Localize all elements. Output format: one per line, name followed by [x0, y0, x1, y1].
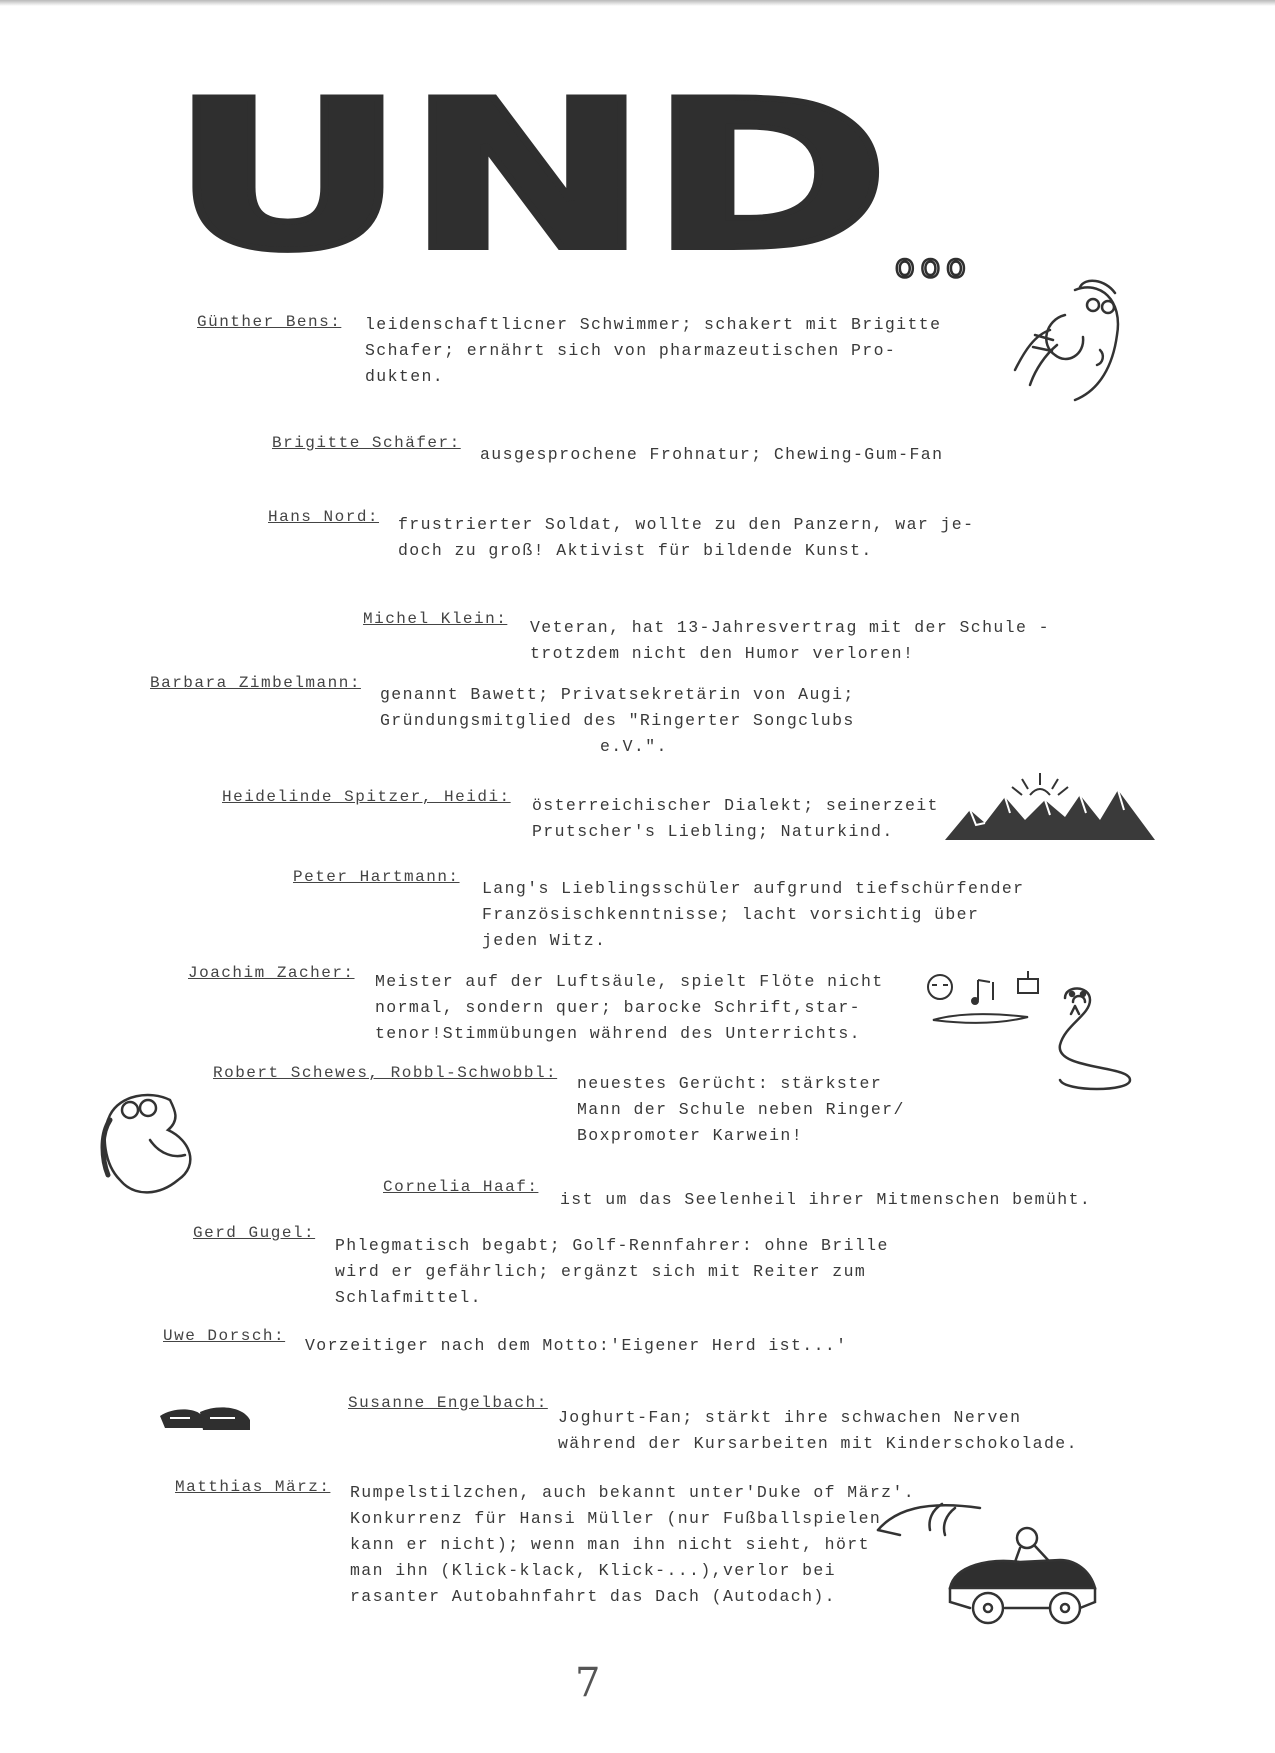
entry-name: Peter Hartmann:: [293, 868, 460, 886]
entry-name: Joachim Zacher:: [188, 964, 355, 982]
entry-name: Hans Nord:: [268, 508, 380, 526]
musical-doodle-icon: [918, 965, 1048, 1035]
entry-name: Matthias März:: [175, 1478, 331, 1496]
page-number: 7: [575, 1660, 601, 1706]
page-edge: [0, 0, 1275, 6]
entry-name: Uwe Dorsch:: [163, 1327, 286, 1345]
entry-description: Lang's Lieblingsschüler aufgrund tiefschürfender Französischkenntnisse; lacht vorsichtig über jeden Witz.: [482, 879, 1025, 950]
entry-name: Susanne Engelbach:: [348, 1394, 548, 1412]
entry-description: Veteran, hat 13-Jahresvertrag mit der Schule - trotzdem nicht den Humor verloren!: [530, 618, 1050, 663]
entry-description: österreichischer Dialekt; seinerzeit Prutscher's Liebling; Naturkind.: [532, 796, 939, 841]
entry-description: ausgesprochene Frohnatur; Chewing-Gum-Fan: [480, 445, 944, 464]
entry-description: frustrierter Soldat, wollte zu den Panzern, war je- doch zu groß! Aktivist für bildende Kunst.: [398, 515, 975, 560]
entry-name: Barbara Zimbelmann:: [150, 674, 361, 692]
entry-name: Heidelinde Spitzer, Heidi:: [222, 788, 511, 806]
mountain-sunrise-icon: [940, 765, 1160, 855]
entry-name: Cornelia Haaf:: [383, 1178, 539, 1196]
entry-description: Meister auf der Luftsäule, spielt Flöte nicht normal, sondern quer; barocke Schrift,star- tenor!Stimmübungen während des Unterrichts.: [375, 972, 884, 1043]
convertible-car-icon: [870, 1490, 1135, 1630]
entry-description: Rumpelstilzchen, auch bekannt unter'Duke of März'. Konkurrenz für Hansi Müller (nur Fußballspielen kann er nicht); wenn man ihn nicht sieht, hört man ihn (Klick-klack, Klick-...),verlor bei rasanter Autobahnfahrt das Dach (Autodach).: [350, 1483, 916, 1606]
entry-description: leidenschaftlicner Schwimmer; schakert mit Brigitte Schafer; ernährt sich von pharmazeutischen Pro- dukten.: [365, 315, 942, 386]
entry-description: neuestes Gerücht: stärkster Mann der Schule neben Ringer/ Boxpromoter Karwein!: [577, 1074, 905, 1145]
entry-name: Michel Klein:: [363, 610, 508, 628]
entry-description: ist um das Seelenheil ihrer Mitmenschen bemüht.: [560, 1190, 1092, 1209]
entry-name: Brigitte Schäfer:: [272, 434, 461, 452]
face-with-hand-icon: [1005, 275, 1135, 410]
title-text: UND: [170, 85, 890, 285]
entry-name: Günther Bens:: [197, 313, 342, 331]
entry-description: genannt Bawett; Privatsekretärin von Augi; Gründungsmitglied des "Ringerter Songclubs e.V.".: [380, 685, 855, 756]
shoes-icon: [155, 1398, 255, 1438]
entry-description: Joghurt-Fan; stärkt ihre schwachen Nerven während der Kursarbeiten mit Kinderschokolade.: [558, 1408, 1078, 1453]
entry-description: Phlegmatisch begabt; Golf-Rennfahrer: ohne Brille wird er gefährlich; ergänzt sich mit Reiter zum Schlafmittel.: [335, 1236, 889, 1307]
entry-name: Gerd Gugel:: [193, 1224, 316, 1242]
nose-face-icon: [90, 1080, 210, 1210]
title-ellipsis: ooo: [895, 247, 972, 285]
page-title: [170, 85, 990, 285]
entry-name: Robert Schewes, Robbl-Schwobbl:: [213, 1064, 558, 1082]
snake-icon: [1045, 980, 1145, 1095]
entry-description: Vorzeitiger nach dem Motto:'Eigener Herd ist...': [305, 1336, 848, 1355]
